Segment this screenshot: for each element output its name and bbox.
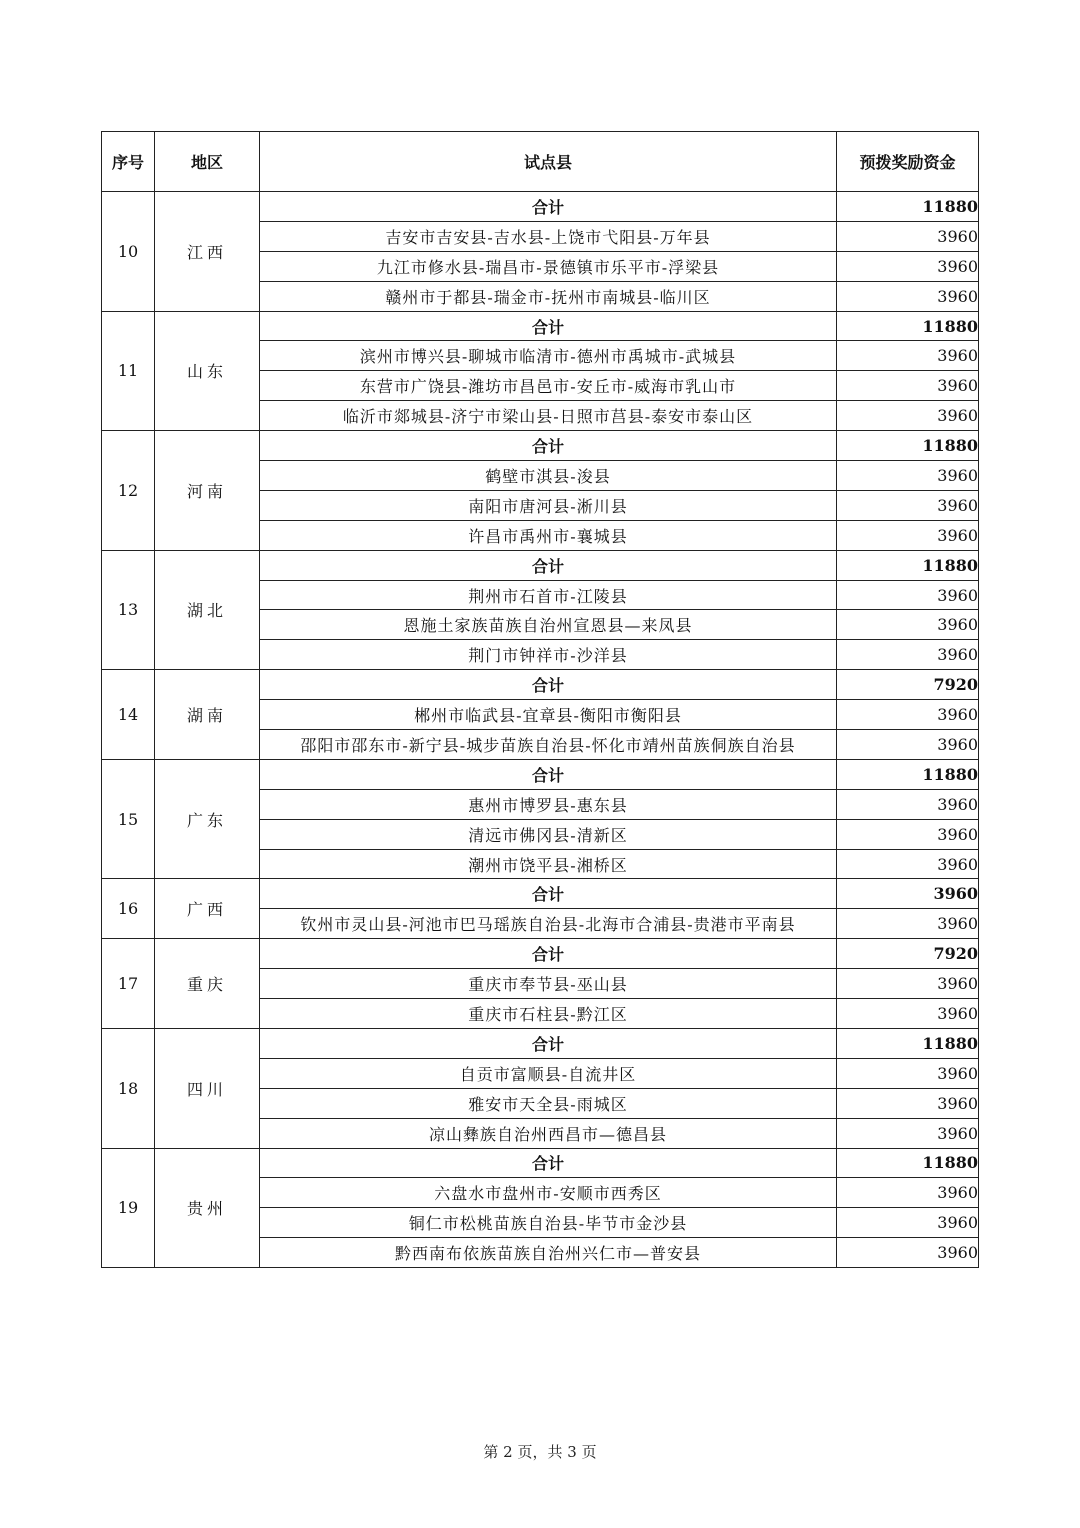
cell-amount: 3960 <box>837 1238 979 1268</box>
cell-seq: 19 <box>102 1148 155 1268</box>
cell-amount: 3960 <box>837 401 979 431</box>
cell-county: 恩施土家族苗族自治州宣恩县—来凤县 <box>260 610 837 640</box>
table-row-total <box>102 1028 979 1058</box>
table-body <box>102 192 979 1268</box>
cell-county: 东营市广饶县-潍坊市昌邑市-安丘市-威海市乳山市 <box>260 371 837 401</box>
header-amount: 预拨奖励资金 <box>837 132 979 192</box>
table-row-total <box>102 311 979 341</box>
cell-county: 鹤壁市淇县-浚县 <box>260 461 837 491</box>
cell-county: 钦州市灵山县-河池市巴马瑶族自治县-北海市合浦县-贵港市平南县 <box>260 909 837 939</box>
cell-county: 重庆市石柱县-黔江区 <box>260 999 837 1029</box>
cell-amount: 3960 <box>837 1178 979 1208</box>
cell-county: 清远市佛冈县-清新区 <box>260 819 837 849</box>
cell-seq: 12 <box>102 431 155 551</box>
cell-total-label: 合计 <box>260 431 837 461</box>
cell-amount: 3960 <box>837 789 979 819</box>
table-row-total <box>102 759 979 789</box>
cell-total-label: 合计 <box>260 311 837 341</box>
cell-amount: 3960 <box>837 909 979 939</box>
cell-total-label: 合计 <box>260 1028 837 1058</box>
table-row-total <box>102 939 979 969</box>
cell-total-label: 合计 <box>260 550 837 580</box>
cell-amount: 3960 <box>837 849 979 879</box>
cell-region: 重庆 <box>155 939 260 1029</box>
cell-county: 荆州市石首市-江陵县 <box>260 580 837 610</box>
header-seq: 序号 <box>102 132 155 192</box>
cell-total-amount: 11880 <box>837 550 979 580</box>
cell-county: 黔西南布依族苗族自治州兴仁市—普安县 <box>260 1238 837 1268</box>
cell-county: 郴州市临武县-宜章县-衡阳市衡阳县 <box>260 700 837 730</box>
cell-county: 许昌市禹州市-襄城县 <box>260 520 837 550</box>
cell-amount: 3960 <box>837 969 979 999</box>
cell-amount: 3960 <box>837 490 979 520</box>
cell-total-amount: 7920 <box>837 939 979 969</box>
cell-region: 江西 <box>155 192 260 312</box>
pilot-county-fund-table <box>101 131 979 1268</box>
cell-region: 河南 <box>155 431 260 551</box>
cell-county: 荆门市钟祥市-沙洋县 <box>260 640 837 670</box>
cell-county: 潮州市饶平县-湘桥区 <box>260 849 837 879</box>
cell-total-amount: 3960 <box>837 879 979 909</box>
cell-total-label: 合计 <box>260 670 837 700</box>
table-row-total <box>102 1148 979 1178</box>
cell-total-label: 合计 <box>260 1148 837 1178</box>
header-region: 地区 <box>155 132 260 192</box>
cell-amount: 3960 <box>837 461 979 491</box>
cell-seq: 15 <box>102 759 155 879</box>
cell-seq: 17 <box>102 939 155 1029</box>
cell-amount: 3960 <box>837 730 979 760</box>
cell-total-label: 合计 <box>260 939 837 969</box>
cell-region: 四川 <box>155 1028 260 1148</box>
cell-total-amount: 11880 <box>837 759 979 789</box>
cell-county: 自贡市富顺县-自流井区 <box>260 1058 837 1088</box>
cell-seq: 16 <box>102 879 155 939</box>
cell-seq: 13 <box>102 550 155 670</box>
cell-total-amount: 11880 <box>837 192 979 222</box>
cell-amount: 3960 <box>837 371 979 401</box>
cell-county: 吉安市吉安县-吉水县-上饶市弋阳县-万年县 <box>260 221 837 251</box>
cell-county: 滨州市博兴县-聊城市临清市-德州市禹城市-武城县 <box>260 341 837 371</box>
cell-region: 湖南 <box>155 670 260 760</box>
cell-amount: 3960 <box>837 610 979 640</box>
cell-county: 重庆市奉节县-巫山县 <box>260 969 837 999</box>
cell-total-amount: 7920 <box>837 670 979 700</box>
cell-county: 南阳市唐河县-淅川县 <box>260 490 837 520</box>
cell-total-label: 合计 <box>260 879 837 909</box>
cell-county: 六盘水市盘州市-安顺市西秀区 <box>260 1178 837 1208</box>
cell-total-label: 合计 <box>260 759 837 789</box>
cell-total-amount: 11880 <box>837 1148 979 1178</box>
cell-seq: 14 <box>102 670 155 760</box>
cell-region: 广西 <box>155 879 260 939</box>
cell-total-label: 合计 <box>260 192 837 222</box>
cell-region: 广东 <box>155 759 260 879</box>
page-number-footer: 第 2 页，共 3 页 <box>483 1443 597 1461</box>
cell-total-amount: 11880 <box>837 311 979 341</box>
table-row-total <box>102 879 979 909</box>
table-row-total <box>102 550 979 580</box>
cell-amount: 3960 <box>837 580 979 610</box>
table-row-total <box>102 670 979 700</box>
cell-amount: 3960 <box>837 640 979 670</box>
table-header-row <box>102 132 979 192</box>
cell-county: 赣州市于都县-瑞金市-抚州市南城县-临川区 <box>260 281 837 311</box>
cell-total-amount: 11880 <box>837 1028 979 1058</box>
cell-seq: 10 <box>102 192 155 312</box>
cell-county: 临沂市郯城县-济宁市梁山县-日照市莒县-泰安市泰山区 <box>260 401 837 431</box>
cell-amount: 3960 <box>837 1208 979 1238</box>
cell-region: 湖北 <box>155 550 260 670</box>
cell-amount: 3960 <box>837 520 979 550</box>
cell-seq: 11 <box>102 311 155 431</box>
cell-region: 贵州 <box>155 1148 260 1268</box>
cell-amount: 3960 <box>837 999 979 1029</box>
cell-amount: 3960 <box>837 221 979 251</box>
header-county: 试点县 <box>260 132 837 192</box>
cell-amount: 3960 <box>837 281 979 311</box>
cell-amount: 3960 <box>837 1118 979 1148</box>
cell-county: 铜仁市松桃苗族自治县-毕节市金沙县 <box>260 1208 837 1238</box>
cell-amount: 3960 <box>837 1088 979 1118</box>
cell-amount: 3960 <box>837 1058 979 1088</box>
cell-total-amount: 11880 <box>837 431 979 461</box>
cell-seq: 18 <box>102 1028 155 1148</box>
table-row-total <box>102 431 979 461</box>
cell-amount: 3960 <box>837 341 979 371</box>
cell-county: 邵阳市邵东市-新宁县-城步苗族自治县-怀化市靖州苗族侗族自治县 <box>260 730 837 760</box>
cell-amount: 3960 <box>837 819 979 849</box>
cell-county: 凉山彝族自治州西昌市—德昌县 <box>260 1118 837 1148</box>
cell-county: 九江市修水县-瑞昌市-景德镇市乐平市-浮梁县 <box>260 251 837 281</box>
cell-amount: 3960 <box>837 251 979 281</box>
cell-region: 山东 <box>155 311 260 431</box>
cell-amount: 3960 <box>837 700 979 730</box>
table-row-total <box>102 192 979 222</box>
cell-county: 惠州市博罗县-惠东县 <box>260 789 837 819</box>
cell-county: 雅安市天全县-雨城区 <box>260 1088 837 1118</box>
